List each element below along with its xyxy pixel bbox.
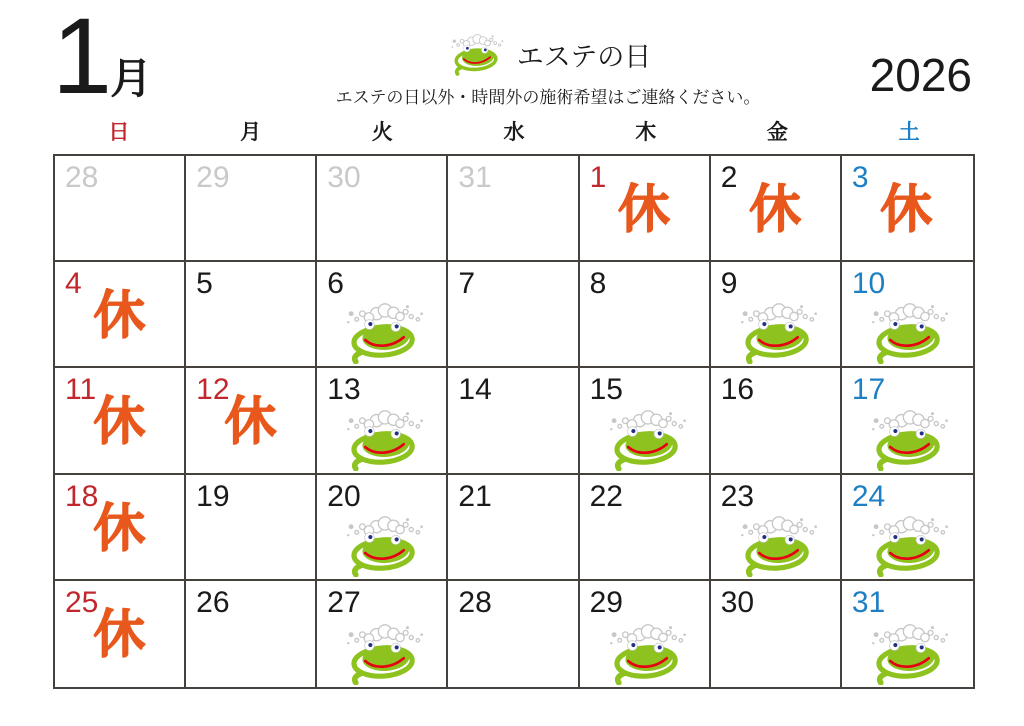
date-number: 1: [589, 161, 607, 194]
date-number: 5: [196, 267, 213, 301]
weekday-水: 水: [503, 121, 525, 144]
frog-soap-icon: [731, 514, 825, 577]
calendar-cell-6: [317, 262, 448, 368]
date-number: 20: [327, 479, 361, 513]
calendar-cell-11: [55, 368, 186, 474]
calendar-cell-22: [580, 475, 711, 581]
date-number: 12: [196, 373, 230, 407]
date-number: 9: [720, 267, 738, 301]
calendar-cell-4: [55, 262, 186, 368]
date-number: 29: [196, 161, 230, 194]
frog-soap-icon: [445, 32, 509, 76]
calendar-cell-18: [55, 475, 186, 581]
holiday-mark: 休: [93, 287, 146, 346]
weekday-土: 土: [898, 121, 920, 144]
calendar-cell-14: [448, 368, 579, 474]
holiday-mark: 休: [879, 181, 932, 239]
month-number: 1: [52, 0, 111, 116]
frog-soap-icon: [337, 622, 431, 685]
frog-soap-icon: [337, 408, 431, 471]
holiday-mark: 休: [224, 393, 277, 452]
month-label: [52, 0, 153, 116]
date-number: 15: [589, 373, 623, 407]
calendar-cell-26: [186, 581, 317, 687]
calendar-cell-5: [186, 262, 317, 368]
calendar-cell-29: [580, 581, 711, 687]
date-number: 8: [589, 267, 607, 301]
holiday-mark: 休: [93, 605, 146, 664]
date-number: 16: [720, 373, 755, 407]
frog-soap-icon: [600, 622, 694, 685]
date-number: 10: [851, 267, 886, 301]
date-number: 25: [65, 585, 99, 619]
date-number: 14: [458, 373, 492, 407]
title-frog-slot: [445, 32, 509, 76]
date-number: 7: [458, 267, 476, 301]
date-number: 21: [458, 479, 492, 513]
holiday-mark: 休: [748, 181, 801, 239]
calendar-cell-prev-31: [448, 156, 579, 262]
frog-soap-icon: [862, 301, 956, 364]
calendar-cell-7: [448, 262, 579, 368]
weekday-月: 月: [240, 121, 262, 144]
holiday-mark: 休: [93, 393, 146, 452]
date-number: 24: [851, 479, 886, 513]
title-row: [336, 32, 761, 76]
frog-soap-icon: [862, 514, 956, 577]
page-subtitle: エステの日以外・時間外の施術希望はご連絡ください。: [335, 88, 761, 107]
date-number: 11: [65, 373, 97, 407]
calendar-cell-10: [842, 262, 973, 368]
calendar-cell-12: [186, 368, 317, 474]
date-number: 27: [327, 585, 361, 619]
date-number: 4: [65, 267, 82, 301]
date-number: 17: [851, 373, 886, 407]
date-number: 30: [720, 585, 755, 619]
calendar-cell-3: [842, 156, 973, 262]
calendar-cell-28: [448, 581, 579, 687]
date-number: 31: [458, 161, 492, 194]
holiday-mark: 休: [617, 181, 670, 239]
calendar-cell-prev-29: [186, 156, 317, 262]
calendar-cell-25: [55, 581, 186, 687]
calendar-cell-20: [317, 475, 448, 581]
frog-soap-icon: [731, 301, 825, 364]
page-title: エステの日: [516, 41, 652, 72]
calendar-cell-31: [842, 581, 973, 687]
date-number: 2: [720, 161, 738, 194]
calendar-cell-27: [317, 581, 448, 687]
frog-soap-icon: [862, 622, 956, 685]
date-number: 30: [327, 161, 361, 194]
calendar-cell-9: [711, 262, 842, 368]
holiday-mark: 休: [93, 499, 146, 558]
calendar-cell-19: [186, 475, 317, 581]
month-suffix: 月: [110, 55, 153, 102]
date-number: 3: [851, 161, 869, 194]
calendar-cell-24: [842, 475, 973, 581]
weekday-火: 火: [371, 121, 393, 144]
frog-soap-icon: [337, 514, 431, 577]
weekday-木: 木: [635, 121, 657, 144]
calendar-cell-21: [448, 475, 579, 581]
date-number: 29: [589, 585, 623, 619]
date-number: 18: [65, 479, 99, 513]
date-number: 31: [851, 585, 886, 619]
calendar-cell-1: [580, 156, 711, 262]
calendar-cell-16: [711, 368, 842, 474]
date-number: 23: [720, 479, 755, 513]
calendar-grid: [53, 154, 975, 689]
frog-soap-icon: [862, 408, 956, 471]
year-label: 2026: [869, 49, 972, 101]
calendar-cell-30: [711, 581, 842, 687]
header-center: [336, 32, 761, 108]
calendar-cell-15: [580, 368, 711, 474]
date-number: 6: [327, 267, 344, 301]
calendar-cell-prev-28: [55, 156, 186, 262]
calendar-cell-13: [317, 368, 448, 474]
date-number: 22: [589, 479, 623, 513]
date-number: 28: [65, 161, 99, 194]
weekday-日: 日: [108, 121, 130, 144]
calendar-cell-2: [711, 156, 842, 262]
frog-soap-icon: [337, 301, 431, 364]
frog-soap-icon: [600, 408, 694, 471]
calendar-cell-8: [580, 262, 711, 368]
calendar-cell-23: [711, 475, 842, 581]
calendar-cell-prev-30: [317, 156, 448, 262]
date-number: 13: [327, 373, 361, 407]
weekday-header: [53, 116, 975, 150]
calendar-cell-17: [842, 368, 973, 474]
date-number: 19: [196, 479, 230, 513]
date-number: 26: [196, 585, 230, 619]
weekday-金: 金: [766, 121, 788, 144]
date-number: 28: [458, 585, 492, 619]
